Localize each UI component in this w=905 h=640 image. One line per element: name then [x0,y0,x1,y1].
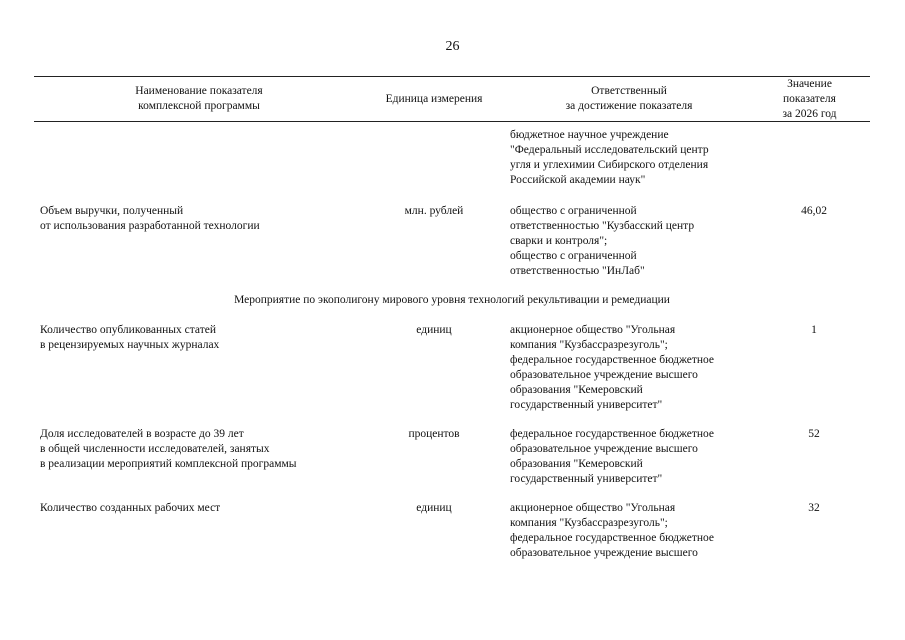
responsible-line: угля и углехимии Сибирского отделения [510,159,709,171]
responsible-line: федеральное государственное бюджетное [510,532,715,544]
responsible-line: бюджетное научное учреждение [510,129,669,141]
indicator-name-line: Количество опубликованных статей [40,324,216,336]
table-row [34,427,870,487]
value-cell: 32 [808,502,820,514]
responsible-line: государственный университет" [510,473,663,485]
header-unit-line: Единица измерения [385,92,483,105]
table-row [34,501,870,561]
value-cell: 1 [811,324,817,336]
indicator-name-line: в реализации мероприятий комплексной программы [40,458,297,470]
responsible-cell [504,204,749,279]
header-name [34,84,364,114]
indicator-name-line: от использования разработанной технологии [40,220,260,232]
header-value-line: Значение [787,77,832,90]
responsible-cell [504,128,749,188]
header-unit [364,92,504,107]
unit-cell: процентов [408,428,460,440]
responsible-cell [504,501,749,561]
responsible-line: ответственностью "Кузбасский центр [510,220,695,232]
responsible-line: федеральное государственное бюджетное [510,354,715,366]
value-cell: 46,02 [801,205,827,217]
responsible-line: образовательное учреждение высшего [510,443,698,455]
responsible-line: ответственностью "ИнЛаб" [510,265,645,277]
indicator-name-line: в общей численности исследователей, занятых [40,443,270,455]
responsible-line: общество с ограниченной [510,205,637,217]
responsible-line: Российской академии наук" [510,174,646,186]
table-row [34,323,870,413]
header-name-line: Наименование показателя [135,85,263,97]
responsible-line: "Федеральный исследовательский центр [510,144,709,156]
unit-cell: единиц [416,324,452,336]
indicator-name-line: Доля исследователей в возрасте до 39 лет [40,428,244,440]
header-responsible [504,84,749,114]
responsible-line: сварки и контроля"; [510,235,608,247]
header-value-line: за 2026 год [782,107,837,120]
responsible-cell [504,323,749,413]
header-name-line: комплексной программы [138,100,260,112]
responsible-line: федеральное государственное бюджетное [510,428,715,440]
unit-cell: млн. рублей [404,205,464,217]
responsible-line: акционерное общество "Угольная [510,324,676,336]
responsible-line: образования "Кемеровский [510,384,643,396]
value-cell: 52 [808,428,820,440]
responsible-line: образования "Кемеровский [510,458,643,470]
indicator-name-cell [34,427,364,487]
header-value [749,77,870,122]
indicator-name-cell [34,501,364,561]
page-number: 26 [445,39,460,54]
header-responsible-line: за достижение показателя [565,100,693,112]
responsible-line: акционерное общество "Угольная [510,502,676,514]
table-header [34,76,870,122]
responsible-line: компания "Кузбассразрезуголь"; [510,517,668,529]
responsible-cell [504,427,749,487]
indicator-name-cell [34,204,364,279]
responsible-line: общество с ограниченной [510,250,637,262]
indicator-name-line: в рецензируемых научных журналах [40,339,220,351]
responsible-line: образовательное учреждение высшего [510,369,698,381]
indicator-name-cell [34,323,364,413]
unit-cell: единиц [416,502,452,514]
responsible-line: государственный университет" [510,399,663,411]
responsible-line: компания "Кузбассразрезуголь"; [510,339,668,351]
indicators-table [34,76,870,559]
responsible-line: образовательное учреждение высшего [510,547,698,559]
header-value-line: показателя [783,92,836,105]
indicator-name-line: Количество созданных рабочих мест [40,502,221,514]
section-title: Мероприятие по экополигону мирового уровня технологий рекультивации и ремедиации [234,294,670,306]
header-responsible-line: Ответственный [591,85,667,97]
table-row-continuation [34,128,870,188]
table-row [34,204,870,279]
indicator-name-line: Объем выручки, полученный [40,205,184,217]
